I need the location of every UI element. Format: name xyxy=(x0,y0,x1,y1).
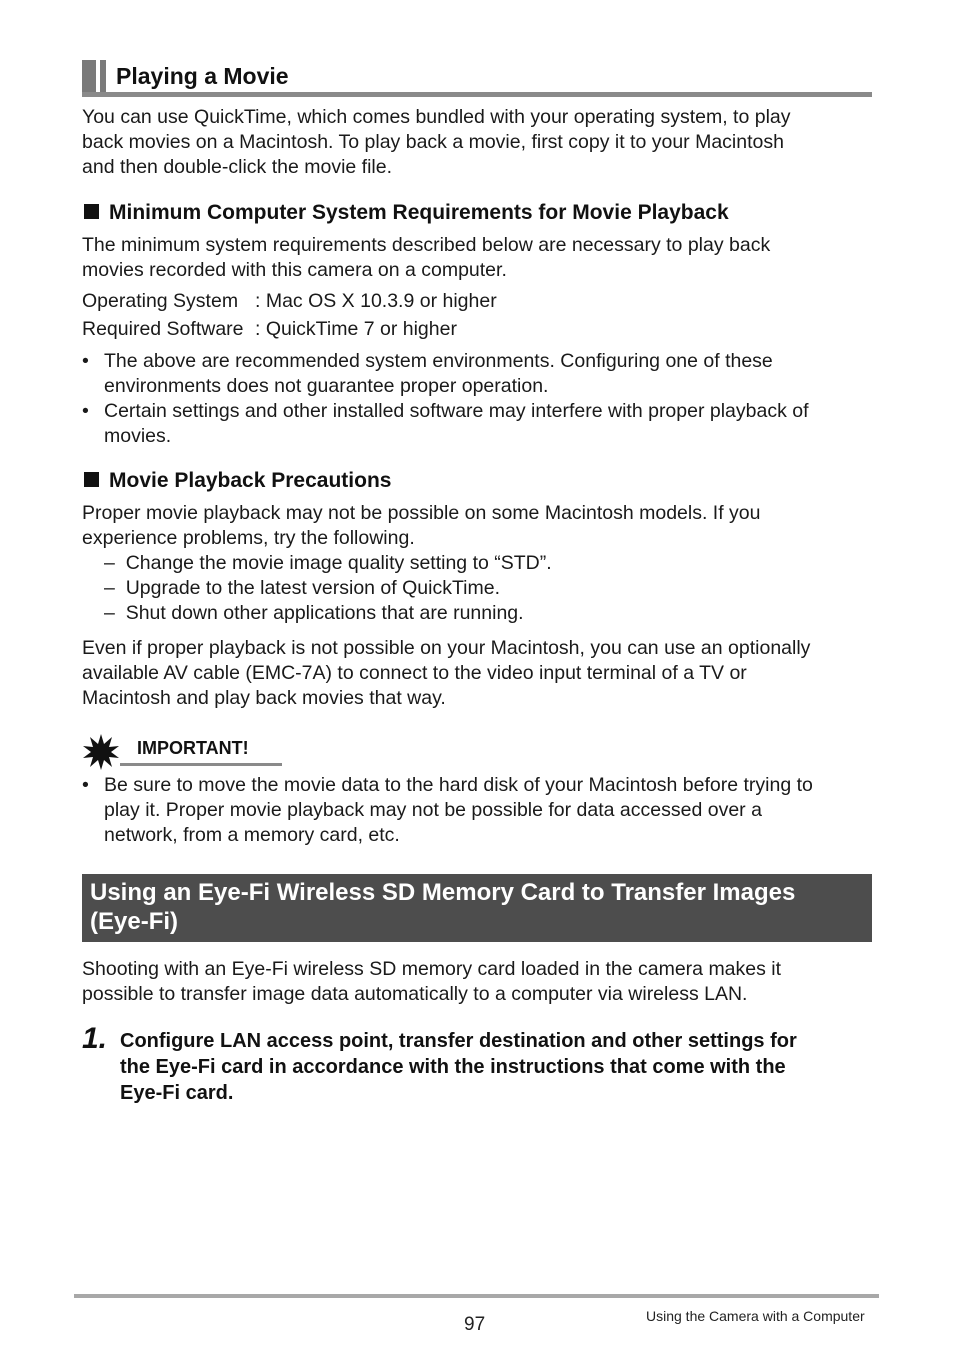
os-requirement-value: : Mac OS X 10.3.9 or higher xyxy=(255,290,497,312)
list-item: • Be sure to move the movie data to the hard disk of your Macintosh before trying to play it. Proper movie playback may not be possible for data accessed over a network, from a memory card, etc. xyxy=(82,774,813,846)
important-rule xyxy=(120,763,282,766)
list-item: • The above are recommended system environments. Configuring one of these environments does not guarantee proper operation. xyxy=(82,350,773,397)
list-item: – Change the movie image quality setting to “STD”. xyxy=(104,552,552,574)
section-header-playing-movie xyxy=(82,58,872,98)
footer-rule xyxy=(74,1294,879,1298)
list-item: – Upgrade to the latest version of QuickTime. xyxy=(104,577,500,599)
section-banner-eyefi xyxy=(82,874,872,942)
intro-paragraph: You can use QuickTime, which comes bundled with your operating system, to play back movies on a Macintosh. To play back a movie, first copy it to your Macintosh and then double-click the movie file. xyxy=(82,106,791,178)
os-requirement-label: Operating System xyxy=(82,290,239,312)
page-number: 97 xyxy=(464,1314,486,1335)
precautions-description: Proper movie playback may not be possible on some Macintosh models. If you experience problems, try the following. xyxy=(82,502,761,549)
av-cable-paragraph: Even if proper playback is not possible on your Macintosh, you can use an optionally available AV cable (EMC-7A) to connect to the video input terminal of a TV or Macintosh and play back movies that way. xyxy=(82,637,811,709)
square-bullet-icon xyxy=(84,472,99,487)
square-bullet-icon xyxy=(84,204,99,219)
requirements-description: The minimum system requirements described below are necessary to play back movies recorded with this camera on a computer. xyxy=(82,234,771,281)
step-text: Configure LAN access point, transfer destination and other settings for the Eye-Fi card in accordance with the instructions that come with the Eye-Fi card. xyxy=(120,1030,797,1104)
step-number: 1. xyxy=(82,1022,108,1055)
header-bar-decoration xyxy=(82,60,96,95)
section-title: Playing a Movie xyxy=(116,63,289,89)
header-bar-decoration xyxy=(100,60,106,95)
header-rule xyxy=(82,92,872,97)
list-item: • Certain settings and other installed software may interfere with proper playback of movies. xyxy=(82,400,809,447)
footer-section-title: Using the Camera with a Computer xyxy=(646,1308,865,1324)
eyefi-intro: Shooting with an Eye-Fi wireless SD memory card loaded in the camera makes it possible to transfer image data automatically to a computer via wireless LAN. xyxy=(82,958,782,1005)
list-item: – Shut down other applications that are running. xyxy=(104,602,524,624)
banner-title: Using an Eye-Fi Wireless SD Memory Card to Transfer Images (Eye-Fi) xyxy=(90,879,796,935)
precautions-heading: Movie Playback Precautions xyxy=(84,469,391,493)
important-burst-icon xyxy=(82,733,120,771)
software-requirement-label: Required Software xyxy=(82,318,244,340)
important-label: IMPORTANT! xyxy=(137,738,249,758)
software-requirement-value: : QuickTime 7 or higher xyxy=(255,318,457,340)
requirements-heading: Minimum Computer System Requirements for Movie Playback xyxy=(84,201,729,225)
